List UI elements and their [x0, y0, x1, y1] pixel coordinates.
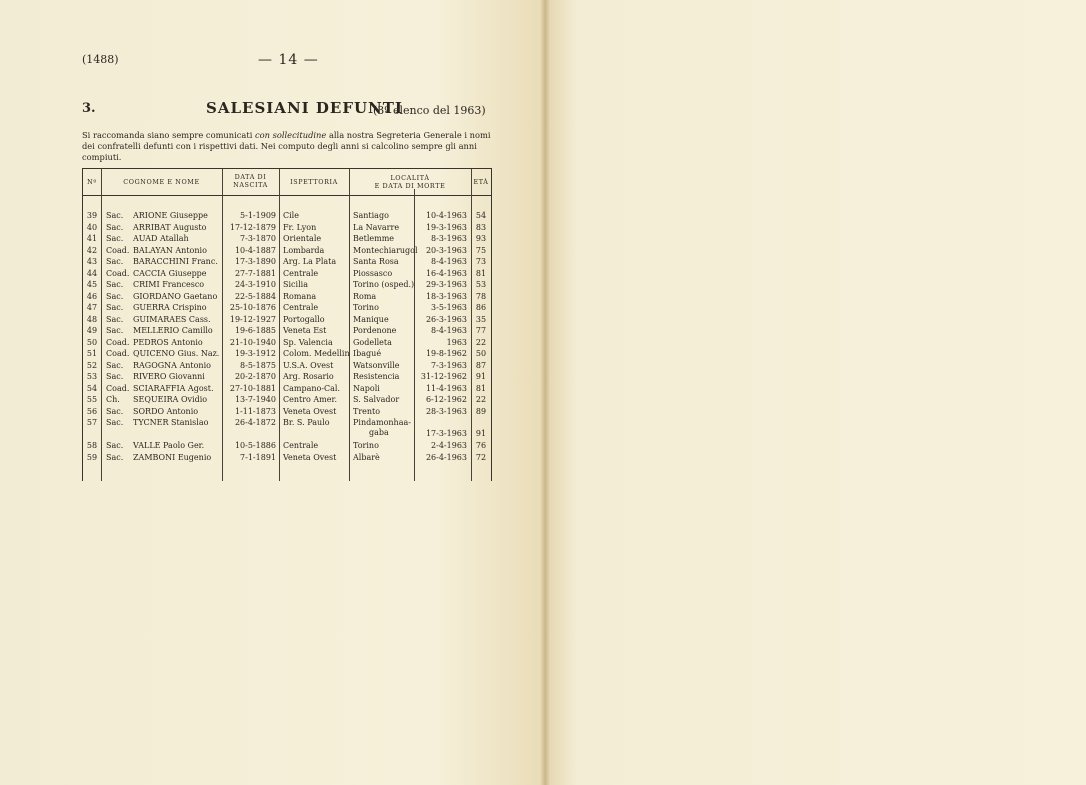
row-age: 81 — [475, 383, 487, 393]
table-row — [83, 279, 491, 291]
row-birth-date: 19-12-1927 — [229, 314, 276, 324]
table-row — [83, 440, 491, 452]
right-page — [545, 0, 1086, 785]
row-place — [353, 418, 411, 438]
table-row — [83, 325, 491, 337]
row-birth-date: 1-11-1873 — [234, 406, 276, 416]
row-birth-date: 10-4-1887 — [234, 245, 276, 255]
row-title: Sac. — [106, 360, 124, 370]
row-age: 75 — [475, 245, 487, 255]
row-place: Godelleta — [353, 337, 392, 347]
row-province: Campano-Cal. — [283, 383, 341, 393]
row-death-date: 20-3-1963 — [425, 245, 467, 255]
row-name: GUIMARAES Cass. — [133, 314, 211, 324]
row-province: Romana — [283, 291, 317, 301]
row-death-date: 31-12-1962 — [420, 372, 467, 381]
row-number: 56 — [86, 406, 98, 416]
header-province: ISPETTORIA — [290, 178, 338, 186]
row-name: SEQUEIRA Ovidio — [133, 395, 208, 404]
table-row — [83, 256, 491, 268]
row-name: CRIMI Francesco — [133, 280, 205, 289]
row-birth-date: 20-2-1870 — [234, 372, 276, 381]
row-death-date: 29-3-1963 — [425, 280, 467, 289]
row-place: Piossasco — [353, 268, 393, 278]
row-number: 53 — [86, 372, 98, 381]
row-number: 48 — [86, 314, 98, 324]
row-place: Pordenone — [353, 326, 397, 335]
book-spine — [540, 0, 550, 785]
row-place: Roma — [353, 291, 377, 301]
row-place-line2: gaba — [369, 428, 389, 437]
row-title: Sac. — [106, 234, 124, 243]
row-number: 39 — [86, 211, 98, 220]
header-place-line1: LOCALITÀ — [390, 174, 430, 182]
row-age: 93 — [475, 234, 487, 243]
row-name: GIORDANO Gaetano — [133, 291, 218, 301]
row-birth-date: 26-4-1872 — [234, 418, 276, 427]
row-birth-date: 17-12-1879 — [229, 222, 276, 232]
table-row — [83, 337, 491, 349]
row-age: 76 — [475, 441, 487, 450]
row-province: Centrale — [283, 303, 319, 312]
row-birth-date: 27-7-1881 — [234, 268, 276, 278]
row-title: Sac. — [106, 291, 124, 301]
row-death-date: 2-4-1963 — [431, 441, 467, 450]
row-name: RAGOGNA Antonio — [133, 360, 211, 370]
row-place: Santiago — [353, 211, 389, 220]
section-number: 3. — [82, 101, 96, 116]
row-number: 57 — [86, 418, 98, 427]
header-name: COGNOME E NOME — [123, 178, 200, 186]
row-death-date: 16-4-1963 — [425, 268, 467, 278]
table-row — [83, 210, 491, 222]
row-name: RIVERO Giovanni — [133, 372, 205, 381]
row-number: 46 — [86, 291, 98, 301]
row-death-date: 19-8-1962 — [425, 349, 467, 358]
row-age: 83 — [475, 222, 487, 232]
row-name: GUERRA Crispino — [133, 303, 207, 312]
page-subtitle: (3º elenco del 1963) — [373, 104, 486, 117]
row-death-date: 11-4-1963 — [425, 383, 467, 393]
table-row — [83, 417, 491, 440]
row-province: U.S.A. Ovest — [283, 360, 334, 370]
row-title: Sac. — [106, 406, 124, 416]
row-province: Centrale — [283, 441, 319, 450]
row-death-date: 18-3-1963 — [425, 291, 467, 301]
row-place: Albarè — [353, 452, 380, 462]
intro-text-1: Si raccomanda siano sempre comunicati — [82, 130, 253, 140]
row-title: Coad. — [106, 383, 130, 393]
row-title: Sac. — [106, 314, 124, 324]
row-number: 59 — [86, 452, 98, 462]
row-age: 73 — [475, 257, 487, 266]
row-province: Orientale — [283, 234, 322, 243]
row-name: ARIONE Giuseppe — [133, 211, 208, 220]
row-title: Sac. — [106, 372, 124, 381]
row-birth-date: 17-3-1890 — [234, 257, 276, 266]
row-birth-date: 19-6-1885 — [234, 326, 276, 335]
row-title: Sac. — [106, 303, 124, 312]
row-place: Santa Rosa — [353, 257, 399, 266]
row-death-date: 8-4-1963 — [431, 257, 467, 266]
row-death-date: 8-4-1963 — [431, 326, 467, 335]
table-row — [83, 348, 491, 360]
row-age: 50 — [475, 349, 487, 358]
row-province: Colom. Medellin — [283, 349, 350, 358]
row-place: Ibagué — [353, 349, 382, 358]
row-age: 72 — [475, 452, 487, 462]
row-name: AUAD Atallah — [133, 234, 189, 243]
table-row — [83, 233, 491, 245]
row-name: BALAYAN Antonio — [133, 245, 207, 255]
row-place: S. Salvador — [353, 395, 400, 404]
document-reference: (1488) — [82, 53, 119, 66]
row-title: Sac. — [106, 326, 124, 335]
row-name: ARRIBAT Augusto — [133, 222, 207, 232]
row-place: Torino (osped.) — [353, 280, 415, 289]
row-number: 40 — [86, 222, 98, 232]
row-name: MELLERIO Camillo — [133, 326, 213, 335]
row-number: 45 — [86, 280, 98, 289]
row-age: 22 — [475, 337, 487, 347]
row-birth-date: 27-10-1881 — [229, 383, 276, 393]
row-age: 78 — [475, 291, 487, 301]
row-age: 89 — [475, 406, 487, 416]
row-age: 35 — [475, 314, 487, 324]
row-place: Watsonville — [353, 360, 400, 370]
row-province: Arg. La Plata — [283, 257, 337, 266]
row-title: Coad. — [106, 337, 130, 347]
row-death-date: 26-4-1963 — [425, 452, 467, 462]
row-birth-date: 19-3-1912 — [234, 349, 276, 358]
row-title: Sac. — [106, 211, 124, 220]
row-title: Coad. — [106, 245, 130, 255]
row-place: Torino — [353, 303, 379, 312]
row-name: TYCNER Stanislao — [133, 418, 209, 427]
row-birth-date: 7-3-1870 — [240, 234, 276, 243]
row-age: 91 — [475, 372, 487, 381]
header-separator — [83, 195, 491, 196]
page-title: SALESIANI DEFUNTI — [206, 99, 403, 117]
row-place: Trento — [353, 406, 381, 416]
row-age: 86 — [475, 303, 487, 312]
row-death-date: 10-4-1963 — [425, 211, 467, 220]
row-number: 47 — [86, 303, 98, 312]
row-number: 41 — [86, 234, 98, 243]
row-title: Coad. — [106, 349, 130, 358]
row-age: 81 — [475, 268, 487, 278]
row-birth-date: 10-5-1886 — [234, 441, 276, 450]
row-age: 53 — [475, 280, 487, 289]
table-row — [83, 371, 491, 383]
deceased-table — [82, 168, 492, 481]
header-birth-line1: DATA DI — [234, 173, 267, 181]
row-birth-date: 7-1-1891 — [240, 452, 276, 462]
row-province: Centro Amer. — [283, 395, 337, 404]
row-number: 49 — [86, 326, 98, 335]
row-number: 54 — [86, 383, 98, 393]
row-number: 43 — [86, 257, 98, 266]
row-name: QUICENO Gius. Naz. — [133, 349, 220, 358]
row-name: SORDO Antonio — [133, 406, 199, 416]
row-age: 22 — [475, 395, 487, 404]
row-name: CACCIA Giuseppe — [133, 268, 207, 278]
table-row — [83, 314, 491, 326]
row-province: Lombarda — [283, 245, 325, 255]
table-row — [83, 394, 491, 406]
row-death-date: 3-5-1963 — [431, 303, 467, 312]
row-death-date: 17-3-1963 — [425, 429, 467, 438]
row-birth-date: 13-7-1940 — [234, 395, 276, 404]
row-title: Coad. — [106, 268, 130, 278]
intro-text-italic: con sollecitudine — [255, 130, 327, 140]
row-province: Arg. Rosario — [283, 372, 334, 381]
row-death-date: 28-3-1963 — [425, 406, 467, 416]
row-age: 91 — [475, 429, 487, 438]
row-birth-date: 25-10-1876 — [229, 303, 276, 312]
row-place-line1: Pindamonhaa- — [353, 418, 411, 427]
row-province: Centrale — [283, 268, 319, 278]
header-num: Nº — [87, 178, 97, 186]
row-place: Torino — [353, 441, 379, 450]
row-title: Sac. — [106, 280, 124, 289]
table-row — [83, 245, 491, 257]
row-place: Resistencia — [353, 372, 400, 381]
row-name: SCIARAFFIA Agost. — [133, 383, 214, 393]
row-number: 42 — [86, 245, 98, 255]
header-age: ETÀ — [473, 178, 489, 186]
row-title: Sac. — [106, 441, 124, 450]
row-name: PEDROS Antonio — [133, 337, 203, 347]
row-birth-date: 5-1-1909 — [240, 211, 276, 220]
row-number: 52 — [86, 360, 98, 370]
header-place-line2: E DATA DI MORTE — [374, 182, 446, 190]
row-number: 55 — [86, 395, 98, 404]
row-death-date: 6-12-1962 — [425, 395, 467, 404]
row-death-date: 1963 — [446, 337, 467, 347]
row-title: Sac. — [106, 257, 124, 266]
row-province: Veneta Ovest — [283, 406, 337, 416]
row-death-date: 8-3-1963 — [431, 234, 467, 243]
row-province: Cile — [283, 211, 299, 220]
table-row — [83, 302, 491, 314]
row-age: 54 — [475, 211, 487, 220]
row-death-date: 19-3-1963 — [425, 222, 467, 232]
row-province: Sicilia — [283, 280, 308, 289]
row-place: Napoli — [353, 383, 380, 393]
page-number: — 14 — — [258, 52, 319, 68]
table-row — [83, 222, 491, 234]
table-row — [83, 452, 491, 464]
row-province: Veneta Est — [283, 326, 327, 335]
row-number: 50 — [86, 337, 98, 347]
row-place: Montechiarugol — [353, 245, 418, 255]
row-death-date: 26-3-1963 — [425, 314, 467, 324]
row-province: Sp. Valencia — [283, 337, 333, 347]
intro-text-2: alla nostra Segreteria Generale i nomi dei confratelli defunti con i rispettivi dati. Nei computo degli anni si calcolino sempre gli anni compiuti. — [82, 130, 491, 162]
row-death-date: 7-3-1963 — [431, 360, 467, 370]
intro-paragraph — [82, 130, 494, 163]
header-birth-line2: NASCITA — [233, 181, 268, 189]
row-number: 58 — [86, 441, 98, 450]
table-row — [83, 291, 491, 303]
row-birth-date: 24-3-1910 — [234, 280, 276, 289]
row-age: 77 — [475, 326, 487, 335]
row-age: 87 — [475, 360, 487, 370]
row-number: 51 — [86, 349, 98, 358]
table-row — [83, 360, 491, 372]
table-row — [83, 268, 491, 280]
row-name: VALLE Paolo Ger. — [133, 441, 205, 450]
row-title: Ch. — [106, 395, 120, 404]
row-title: Sac. — [106, 452, 124, 462]
row-number: 44 — [86, 268, 98, 278]
row-name: BARACCHINI Franc. — [133, 257, 218, 266]
row-province: Veneta Ovest — [283, 452, 337, 462]
row-place: La Navarre — [353, 222, 400, 232]
row-name: ZAMBONI Eugenio — [133, 452, 212, 462]
row-province: Br. S. Paulo — [283, 418, 330, 427]
header-birth — [222, 173, 279, 189]
row-province: Fr. Lyon — [283, 222, 317, 232]
row-title: Sac. — [106, 418, 124, 427]
row-place: Manique — [353, 314, 389, 324]
row-place: Betlemme — [353, 234, 395, 243]
row-title: Sac. — [106, 222, 124, 232]
row-birth-date: 22-5-1884 — [234, 291, 276, 301]
table-row — [83, 383, 491, 395]
table-row — [83, 406, 491, 418]
row-birth-date: 21-10-1940 — [229, 337, 276, 347]
header-place — [349, 174, 471, 190]
row-province: Portogallo — [283, 314, 325, 324]
row-birth-date: 8-5-1875 — [240, 360, 276, 370]
